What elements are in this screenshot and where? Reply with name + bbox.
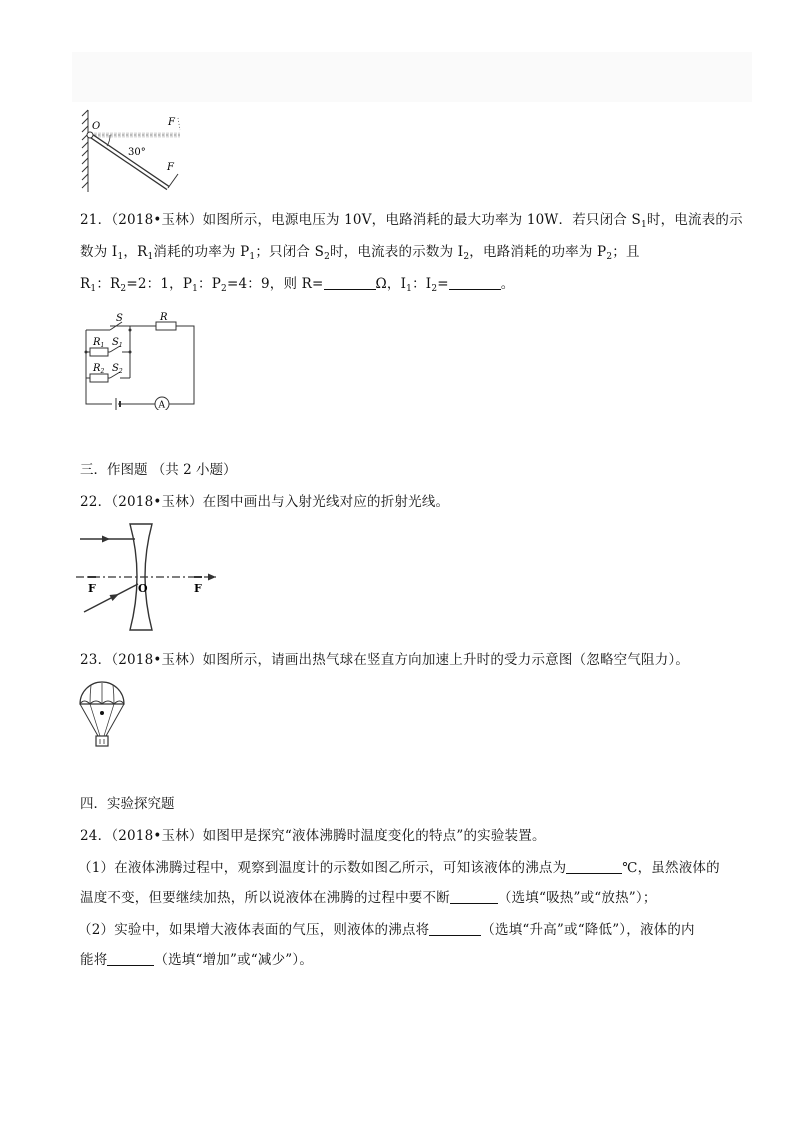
q21-line-1: 21．（2018•玉林）如图所示，电源电压为 10V，电路消耗的最大功率为 10W．若只闭合 $S_1$时，电流表的示	[80, 212, 743, 230]
focus-right-label: F	[194, 582, 202, 595]
answer-blank-boiling-change[interactable]	[429, 921, 481, 936]
header-band	[72, 52, 752, 102]
answer-blank-r[interactable]	[324, 275, 376, 290]
answer-blank-internal-energy[interactable]	[107, 951, 154, 966]
q21-line-2: 数为 $I_1$，$R_1$消耗的功率为 $P_1$；只闭合 $S_2$时，电流表的示数为 $I_2$，电路消耗的功率为 $P_2$；且	[80, 244, 640, 262]
optical-center-label: O	[138, 582, 148, 595]
resistor-r2-label: $R_2$	[93, 363, 105, 375]
force-lower-label: F	[167, 162, 174, 173]
resistor-r1-label: $R_1$	[93, 337, 105, 349]
circuit-figure	[82, 312, 200, 410]
lever-figure	[80, 108, 190, 198]
switch-s-label: S	[116, 313, 123, 324]
pivot-label: O	[92, 121, 101, 132]
q24-part2-line2: 能将 （选填“增加”或“减少”）。	[80, 952, 314, 968]
lens-figure	[74, 522, 224, 632]
ammeter-label: A	[158, 400, 165, 410]
q24-part2-line1: （2）实验中，如果增大液体表面的气压，则液体的沸点将 （选填“升高”或“降低”），液体的内	[78, 922, 695, 938]
q22-text: 22．（2018•玉林）在图中画出与入射光线对应的折射光线。	[80, 494, 450, 510]
angle-label: 30°	[128, 147, 146, 158]
switch-s2-label: $S_2$	[112, 363, 123, 375]
section-4-heading: 四．实验探究题	[80, 796, 175, 812]
q21-line-3: $R_1$：$R_2=2$：1，$P_1$：$P_2=4$：9，则 R= Ω，$I_1$：$I_2=$ 。	[80, 276, 515, 294]
answer-blank-boiling-point[interactable]	[566, 859, 622, 874]
section-3-heading: 三．作图题 （共 2 小题）	[80, 462, 237, 478]
resistor-r-label: R	[160, 312, 168, 323]
focus-left-label: F	[88, 582, 96, 595]
balloon-figure	[76, 680, 132, 750]
q24-part1-line1: （1）在液体沸腾过程中，观察到温度计的示数如图乙所示，可知该液体的沸点为 ℃，虽然液体的	[78, 860, 720, 876]
q23-text: 23．（2018•玉林）如图所示，请画出热气球在竖直方向加速上升时的受力示意图（忽略空气阻力）。	[80, 652, 690, 668]
q24-intro: 24．（2018•玉林）如图甲是探究“液体沸腾时温度变化的特点”的实验装置。	[80, 828, 546, 844]
answer-blank-ratio[interactable]	[449, 275, 501, 290]
force-upper-label: F	[168, 117, 175, 128]
switch-s1-label: $S_1$	[112, 337, 123, 349]
q24-part1-line2: 温度不变，但要继续加热，所以说液体在沸腾的过程中要不断 （选填“吸热”或“放热”）；	[80, 890, 657, 906]
answer-blank-heat[interactable]	[450, 889, 498, 904]
